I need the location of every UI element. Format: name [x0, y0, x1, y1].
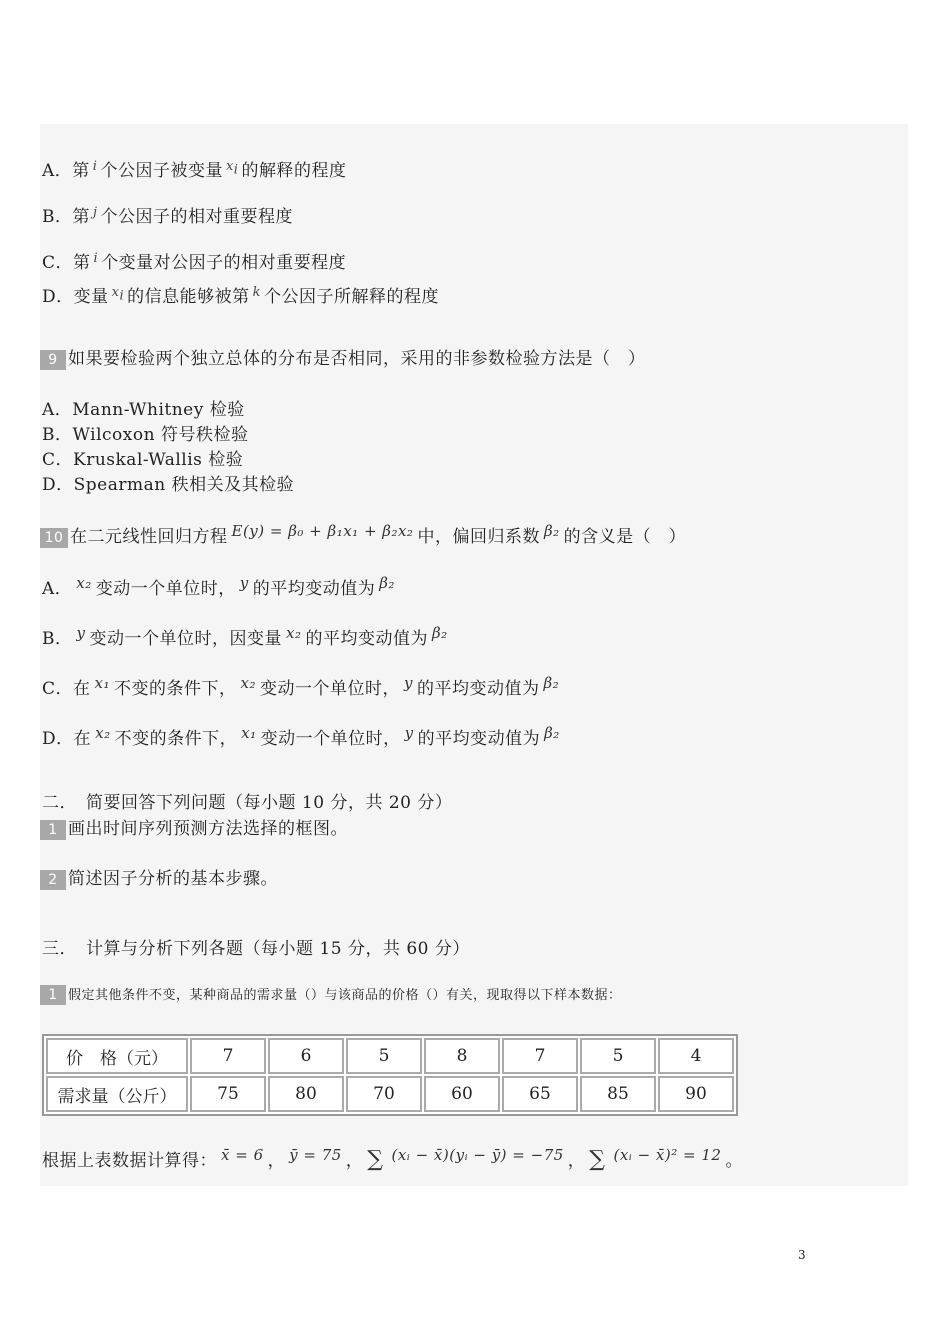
table-cell: 80 [268, 1076, 344, 1112]
section3-heading: 三． 计算与分析下列各题（每小题 15 分，共 60 分） [42, 939, 470, 959]
table-row [46, 1038, 734, 1074]
table-cell: 8 [424, 1038, 500, 1074]
q10-question: 10 在二元线性回归方程 E(y) = β₀ + β₁x₁ + β₂x₂ 中，偏回归系数 β₂ 的含义是（ ） [40, 522, 686, 548]
q9-option-b: B．Wilcoxon 符号秩检验 [42, 425, 249, 445]
q8-option-c: C．第 $^i$ 个变量对公因子的相对重要程度 [42, 251, 347, 273]
q9-option-c: C．Kruskal-Wallis 检验 [42, 450, 244, 470]
table-cell: 5 [580, 1038, 656, 1074]
table-row-label: 需求量（公斤） [46, 1076, 188, 1112]
calc-results: 根据上表数据计算得： x̄ = 6 ， ȳ = 75 ， ∑ (xᵢ − x̄)(yᵢ − ȳ) = −75 ， ∑ (xᵢ − x̄)² = 12 。 [42, 1146, 743, 1172]
table-cell: 65 [502, 1076, 578, 1112]
table-cell: 85 [580, 1076, 656, 1112]
table-cell: 4 [658, 1038, 734, 1074]
section2-heading: 二． 简要回答下列问题（每小题 10 分，共 20 分） [42, 793, 453, 813]
q8-option-d: D．变量 $^{x_i}$ 的信息能够被第 $^k$ 个公因子所解释的程度 [42, 285, 440, 307]
q9-question: 9 如果要检验两个独立总体的分布是否相同，采用的非参数检验方法是（ ） [40, 344, 646, 370]
question-number-badge: 9 [40, 350, 66, 370]
table-cell: 60 [424, 1076, 500, 1112]
section2-q1: 1 画出时间序列预测方法选择的框图。 [40, 814, 348, 840]
section2-q2: 2 简述因子分析的基本步骤。 [40, 864, 278, 890]
table-row [46, 1076, 734, 1112]
question-number-badge: 1 [40, 820, 66, 840]
table-cell: 6 [268, 1038, 344, 1074]
question-number-badge: 1 [40, 985, 66, 1005]
table-cell: 7 [190, 1038, 266, 1074]
table-cell: 7 [502, 1038, 578, 1074]
q10-option-b: B． y 变动一个单位时，因变量 x₂ 的平均变动值为 β₂ [42, 624, 448, 649]
q9-option-a: A．Mann-Whitney 检验 [42, 400, 245, 420]
table-cell: 75 [190, 1076, 266, 1112]
table-cell: 90 [658, 1076, 734, 1112]
table-cell: 5 [346, 1038, 422, 1074]
page-number: 3 [798, 1248, 806, 1262]
sample-data-table [42, 1034, 738, 1116]
q8-option-b: B．第 $^j$ 个公因子的相对重要程度 [42, 205, 294, 227]
section3-q1: 1 假定其他条件不变，某种商品的需求量（）与该商品的价格（）有关，现取得以下样本数据： [40, 984, 622, 1005]
q10-option-a: A． x₂ 变动一个单位时， y 的平均变动值为 β₂ [42, 574, 395, 599]
regression-equation: E(y) = β₀ + β₁x₁ + β₂x₂ [231, 522, 414, 540]
q9-option-d: D．Spearman 秩相关及其检验 [42, 475, 295, 495]
question-number-badge: 2 [40, 870, 66, 890]
table-cell: 70 [346, 1076, 422, 1112]
q10-option-d: D．在 x₂ 不变的条件下， x₁ 变动一个单位时， y 的平均变动值为 β₂ [42, 724, 560, 749]
question-number-badge: 10 [40, 528, 68, 548]
q10-option-c: C．在 x₁ 不变的条件下， x₂ 变动一个单位时， y 的平均变动值为 β₂ [42, 674, 560, 699]
q8-option-a: A．第 $^i$ 个公因子被变量 $^{x_i}$ 的解释的程度 [42, 159, 347, 181]
table-row-label: 价 格（元） [46, 1038, 188, 1074]
